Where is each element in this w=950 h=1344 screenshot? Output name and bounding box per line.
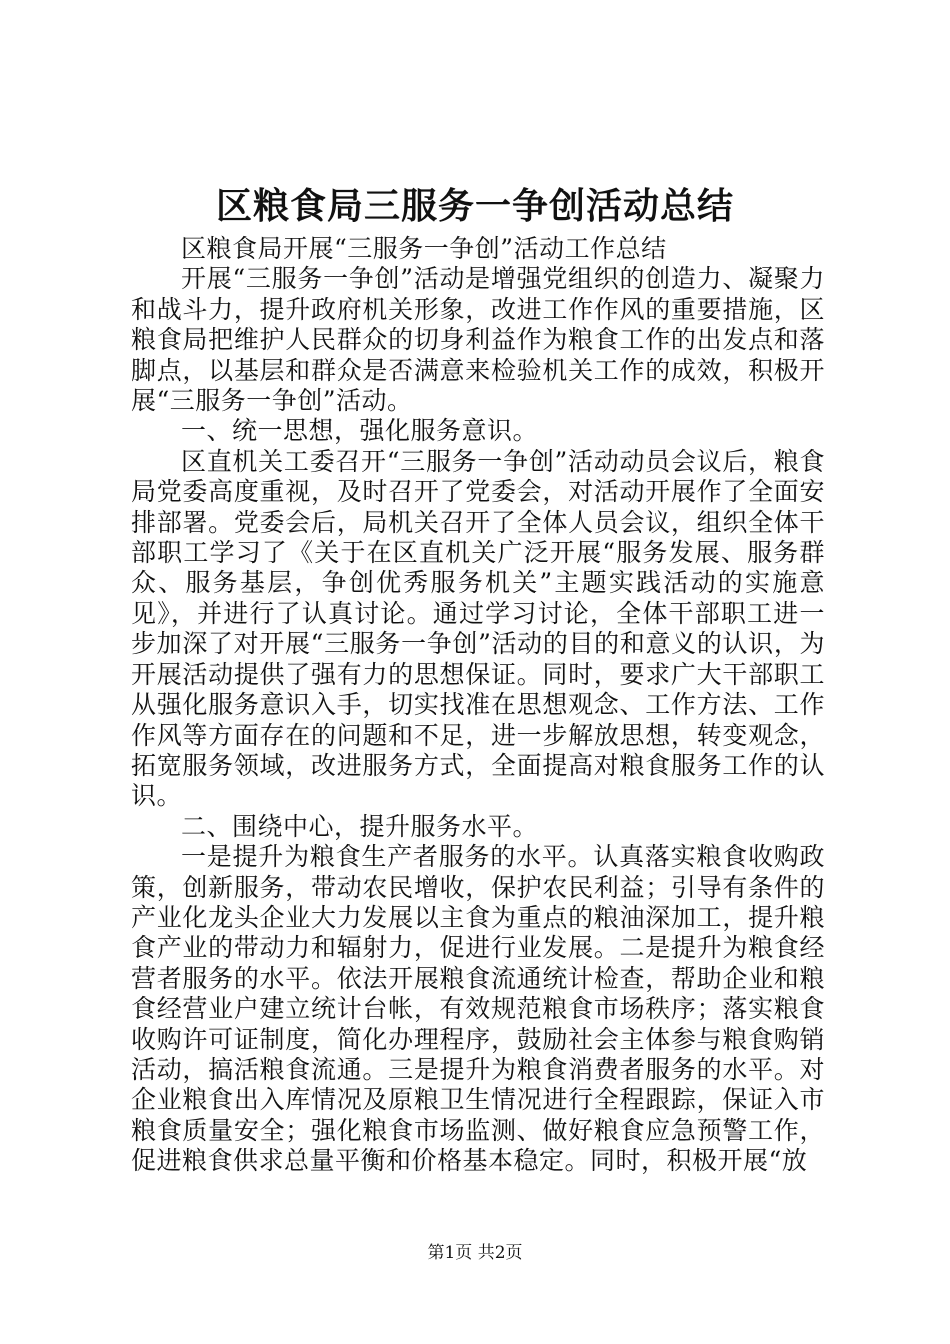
paragraph-section-2: 一是提升为粮食生产者服务的水平。认真落实粮食收购政策，创新服务，带动农民增收，保护农民利益；引导有条件的产业化龙头企业大力发展以主食为重点的粮油深加工，提升粮食产业的带动力和辐射力，促进行业发展。二是提升为粮食经营者服务的水平。依法开展粮食流通统计检查，帮助企业和粮食经营业户建立统计台帐，有效规范粮食市场秩序；落实粮食收购许可证制度，简化办理程序，鼓励社会主体参与粮食购销活动，搞活粮食流通。三是提升为粮食消费者服务的水平。对企业粮食出入库情况及原粮卫生情况进行全程跟踪，保证入市粮食质量安全；强化粮食市场监测、做好粮食应急预警工作，促进粮食供求总量平衡和价格基本稳定。同时，积极开展“放 xyxy=(131,842,825,1176)
section-heading-2: 二、围绕中心，提升服务水平。 xyxy=(181,811,539,841)
document-title: 区粮食局三服务一争创活动总结 xyxy=(215,185,734,227)
paragraph-section-1: 区直机关工委召开“三服务一争创”活动动员会议后，粮食局党委高度重视，及时召开了党委会，对活动开展作了全面安排部署。党委会后，局机关召开了全体人员会议，组织全体干部职工学习了《关于在区直机关广泛开展“服务发展、服务群众、服务基层，争创优秀服务机关”主题实践活动的实施意见》，并进行了认真讨论。通过学习讨论，全体干部职工进一步加深了对开展“三服务一争创”活动的目的和意义的认识，为开展活动提供了强有力的思想保证。同时，要求广大干部职工从强化服务意识入手，切实找准在思想观念、工作方法、工作作风等方面存在的问题和不足，进一步解放思想，转变观念，拓宽服务领域，改进服务方式，全面提高对粮食服务工作的认识。 xyxy=(131,446,825,811)
paragraph-intro: 开展“三服务一争创”活动是增强党组织的创造力、凝聚力和战斗力，提升政府机关形象，改进工作作风的重要措施，区粮食局把维护人民群众的切身利益作为粮食工作的出发点和落脚点，以基层和群众是否满意来检验机关工作的成效，积极开展“三服务一争创”活动。 xyxy=(131,264,825,416)
document-body xyxy=(131,234,825,1177)
paragraph-subtitle: 区粮食局开展“三服务一争创”活动工作总结 xyxy=(181,234,667,263)
section-heading-1: 一、统一思想，强化服务意识。 xyxy=(181,416,539,446)
page-number-footer: 第1页 共2页 xyxy=(427,1243,523,1263)
